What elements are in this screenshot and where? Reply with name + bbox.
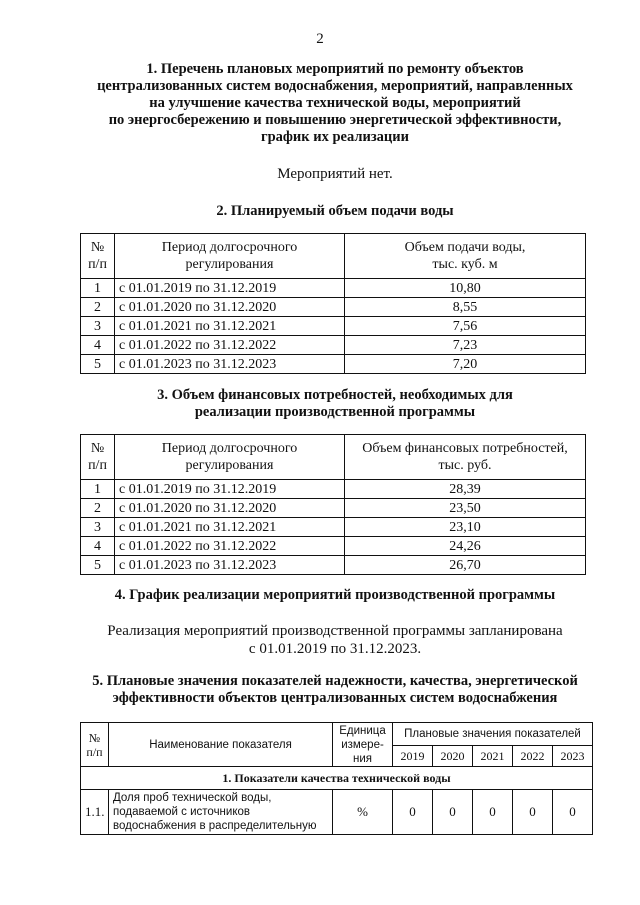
water-supply-table — [80, 233, 586, 374]
section4-text-line: с 01.01.2019 по 31.12.2023. — [248, 641, 422, 657]
header-period: Период долгосрочного регулирования — [115, 234, 345, 279]
header-year: 2020 — [433, 746, 473, 767]
header-num: № п/п — [81, 723, 109, 767]
table-header-row — [81, 435, 586, 480]
row-num: 3 — [81, 518, 115, 537]
row-period: с 01.01.2023 по 31.12.2023 — [115, 556, 345, 575]
row-num: 5 — [81, 556, 115, 575]
section3-title-line: реализации производственной программы — [194, 404, 476, 420]
table-row — [81, 499, 586, 518]
header-unit: Единица измере- ния — [333, 723, 393, 767]
table-row — [81, 480, 586, 499]
row-indicator-name: Доля проб технической воды, подаваемой с источников водоснабжения в распределительную — [109, 790, 333, 835]
row-period: с 01.01.2019 по 31.12.2019 — [115, 480, 345, 499]
row-value: 26,70 — [345, 556, 586, 575]
header-num: № п/п — [81, 234, 115, 279]
row-num: 1 — [81, 480, 115, 499]
row-period: с 01.01.2020 по 31.12.2020 — [115, 298, 345, 317]
page-number: 2 — [316, 31, 324, 47]
table-header-row — [81, 234, 586, 279]
section2-title: 2. Планируемый объем подачи воды — [216, 203, 454, 219]
header-num: № п/п — [81, 435, 115, 480]
row-num: 1 — [81, 279, 115, 298]
financial-needs-table — [80, 434, 586, 575]
row-unit: % — [333, 790, 393, 835]
table-header-row — [81, 723, 593, 746]
table-row — [81, 518, 586, 537]
table-group-row — [81, 767, 593, 790]
table-row — [81, 790, 593, 835]
row-value: 7,56 — [345, 317, 586, 336]
row-period: с 01.01.2022 по 31.12.2022 — [115, 336, 345, 355]
header-volume: Объем подачи воды, тыс. куб. м — [345, 234, 586, 279]
row-value: 0 — [513, 790, 553, 835]
row-value: 0 — [393, 790, 433, 835]
row-period: с 01.01.2020 по 31.12.2020 — [115, 499, 345, 518]
header-indicator-name: Наименование показателя — [109, 723, 333, 767]
section3-title — [60, 387, 610, 421]
row-num: 4 — [81, 336, 115, 355]
section4-text — [60, 622, 610, 658]
table-row — [81, 556, 586, 575]
row-value: 23,10 — [345, 518, 586, 537]
row-num: 3 — [81, 317, 115, 336]
section4-title: 4. График реализации мероприятий производственной программы — [114, 587, 556, 603]
section1-title-line: на улучшение качества технической воды, мероприятий — [149, 95, 521, 111]
row-value: 0 — [473, 790, 513, 835]
row-value: 7,20 — [345, 355, 586, 374]
table-row — [81, 317, 586, 336]
section5-title-line: эффективности объектов централизованных систем водоснабжения — [112, 690, 558, 706]
table-row — [81, 336, 586, 355]
row-period: с 01.01.2019 по 31.12.2019 — [115, 279, 345, 298]
header-year: 2023 — [553, 746, 593, 767]
row-num: 1.1. — [81, 790, 109, 835]
table-row — [81, 298, 586, 317]
section5-title — [60, 673, 610, 707]
row-num: 2 — [81, 298, 115, 317]
row-period: с 01.01.2023 по 31.12.2023 — [115, 355, 345, 374]
section4-text-line: Реализация мероприятий производственной программы запланирована — [107, 623, 563, 639]
section1-title-line: централизованных систем водоснабжения, мероприятий, направленных — [97, 78, 573, 94]
row-num: 5 — [81, 355, 115, 374]
row-period: с 01.01.2021 по 31.12.2021 — [115, 518, 345, 537]
row-value: 28,39 — [345, 480, 586, 499]
header-year: 2019 — [393, 746, 433, 767]
table-row — [81, 537, 586, 556]
header-year: 2021 — [473, 746, 513, 767]
header-period: Период долгосрочного регулирования — [115, 435, 345, 480]
header-financial: Объем финансовых потребностей, тыс. руб. — [345, 435, 586, 480]
section1-title-line: график их реализации — [260, 129, 409, 145]
row-value: 0 — [553, 790, 593, 835]
indicators-table — [80, 722, 593, 835]
table-row — [81, 279, 586, 298]
row-value: 23,50 — [345, 499, 586, 518]
row-value: 7,23 — [345, 336, 586, 355]
header-year: 2022 — [513, 746, 553, 767]
row-value: 8,55 — [345, 298, 586, 317]
section1-title-line: по энергосбережению и повышению энергетической эффективности, — [108, 112, 562, 128]
section1-title-line: 1. Перечень плановых мероприятий по ремонту объектов — [146, 61, 524, 77]
section1-note: Мероприятий нет. — [277, 166, 393, 182]
row-period: с 01.01.2022 по 31.12.2022 — [115, 537, 345, 556]
row-value: 0 — [433, 790, 473, 835]
section5-title-line: 5. Плановые значения показателей надежности, качества, энергетической — [92, 673, 578, 689]
table-row — [81, 355, 586, 374]
group-title: 1. Показатели качества технической воды — [81, 767, 593, 790]
section3-title-line: 3. Объем финансовых потребностей, необходимых для — [157, 387, 513, 403]
row-num: 2 — [81, 499, 115, 518]
row-num: 4 — [81, 537, 115, 556]
section1-title — [60, 61, 610, 146]
row-period: с 01.01.2021 по 31.12.2021 — [115, 317, 345, 336]
row-value: 10,80 — [345, 279, 586, 298]
header-planned-values: Плановые значения показателей — [393, 723, 593, 746]
row-value: 24,26 — [345, 537, 586, 556]
